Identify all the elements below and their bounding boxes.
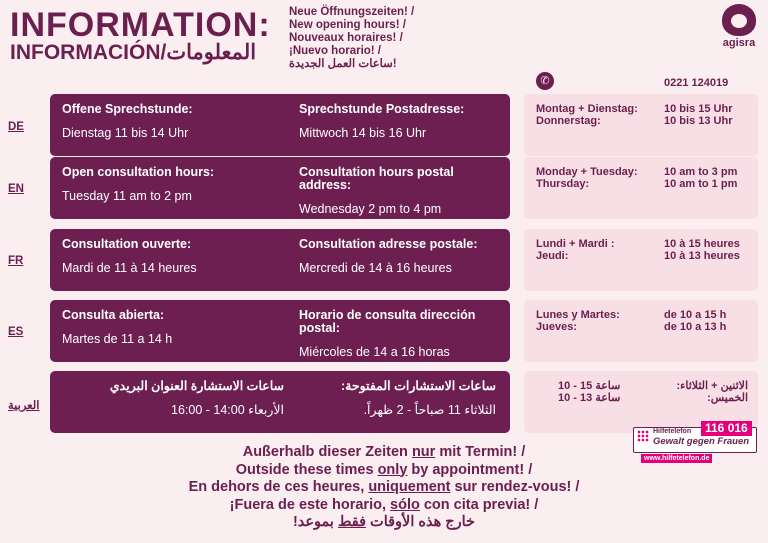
phone-icon: ✆ <box>536 72 554 90</box>
hotline-number: 116 016 <box>701 421 752 436</box>
notice-text: خارج هذه الأوقات <box>366 514 476 530</box>
page-subtitle: INFORMACIÓN/المعلومات <box>10 41 257 64</box>
announcement-line: Neue Öffnungszeiten! / <box>289 6 415 18</box>
phone-days: Monday + Tuesday: Thursday: <box>536 166 638 190</box>
phone-hours-card-de <box>524 94 758 156</box>
page-title: INFORMATION: <box>10 6 271 44</box>
phone-times: 10 - 15 ساعة 10 - 13 ساعة <box>558 380 621 404</box>
hotline-badge[interactable] <box>633 423 759 465</box>
announcement-line: ¡Nuevo horario! / <box>289 45 382 57</box>
postal-consultation-time: الأربعاء 14:00 - 16:00 <box>171 403 284 417</box>
open-consultation-time: Tuesday 11 am to 2 pm <box>62 189 192 203</box>
new-hours-announcement <box>289 6 414 71</box>
announcement-line: New opening hours! / <box>289 19 406 31</box>
notice-emphasis: uniquement <box>368 479 451 495</box>
open-consultation <box>62 238 292 275</box>
postal-consultation-heading: Sprechstunde Postadresse: <box>299 102 465 116</box>
open-consultation-heading: Open consultation hours: <box>62 165 215 179</box>
phone-hours-card-es <box>524 300 758 362</box>
notice-text: Außerhalb dieser Zeiten <box>242 444 412 460</box>
consultation-card-es <box>50 300 510 362</box>
hotline-subtitle: Gewalt gegen Frauen <box>653 436 750 447</box>
notice-emphasis: فقط <box>338 514 367 530</box>
open-consultation-time: Dienstag 11 bis 14 Uhr <box>62 126 189 140</box>
postal-consultation <box>299 309 504 359</box>
consultation-card-de <box>50 94 510 156</box>
notice-line <box>0 514 768 532</box>
notice-line <box>0 479 768 497</box>
notice-line <box>0 497 768 515</box>
notice-text: sur rendez-vous! / <box>450 479 580 495</box>
language-label-en: EN <box>8 183 24 195</box>
language-label-de: DE <box>8 121 24 133</box>
phone-days: Montag + Dienstag: Donnerstag: <box>536 103 638 127</box>
open-consultation-time: الثلاثاء 11 صباحاً - 2 ظهراً. <box>363 403 496 417</box>
phone-times: 10 am to 3 pm 10 am to 1 pm <box>664 166 738 190</box>
hotline-url[interactable]: www.hilfetelefon.de <box>641 454 712 463</box>
open-consultation <box>62 166 292 203</box>
open-consultation-heading: Offene Sprechstunde: <box>62 102 193 116</box>
postal-consultation-heading: Consultation hours postal address: <box>299 165 454 192</box>
postal-consultation-heading: Consultation adresse postale: <box>299 237 478 251</box>
language-label-fr: FR <box>8 255 24 267</box>
phone-number[interactable]: 0221 124019 <box>664 77 729 89</box>
open-consultation-heading: Consultation ouverte: <box>62 237 192 251</box>
notice-text: by appointment! / <box>407 461 533 478</box>
postal-consultation <box>64 380 284 417</box>
notice-emphasis: nur <box>411 444 436 460</box>
announcement-line: Nouveaux horaires! / <box>289 32 403 44</box>
consultation-card-ar <box>50 371 510 433</box>
notice-text: con cita previa! / <box>419 496 539 513</box>
consultation-card-fr <box>50 229 510 291</box>
postal-consultation-time: Mercredi de 14 à 16 heures <box>299 261 452 275</box>
phone-times: 10 bis 15 Uhr 10 bis 13 Uhr <box>664 103 733 127</box>
agisra-logo <box>716 4 762 49</box>
open-consultation-time: Martes de 11 a 14 h <box>62 332 173 346</box>
open-consultation <box>62 309 292 346</box>
notice-text: بموعد! <box>292 514 338 530</box>
dots-grid-icon <box>637 430 649 442</box>
phone-days: الاثنين + الثلاثاء: الخميس: <box>676 380 748 404</box>
open-consultation-heading: Consulta abierta: <box>62 308 165 322</box>
consultation-card-en <box>50 157 510 219</box>
postal-consultation-heading: ساعات الاستشارة العنوان البريدي <box>109 379 284 393</box>
notice-text: ¡Fuera de este horario, <box>229 496 391 513</box>
logo-face-icon <box>722 4 756 36</box>
phone-days: Lundi + Mardi : Jeudi: <box>536 238 615 262</box>
notice-text: En dehors de ces heures, <box>188 479 369 495</box>
phone-days: Lunes y Martes: Jueves: <box>536 309 620 333</box>
postal-consultation <box>299 238 504 275</box>
phone-times: de 10 a 15 h de 10 a 13 h <box>664 309 727 333</box>
postal-consultation <box>299 103 504 140</box>
postal-consultation-heading: Horario de consulta dirección postal: <box>299 308 476 335</box>
open-consultation <box>62 103 292 140</box>
notice-text: mit Termin! / <box>435 444 526 460</box>
postal-consultation <box>299 166 504 216</box>
notice-emphasis: only <box>377 461 408 478</box>
open-consultation-heading: ساعات الاستشارات المفتوحة: <box>341 379 496 393</box>
language-label-ar: العربية <box>8 400 40 412</box>
postal-consultation-time: Miércoles de 14 a 16 horas <box>299 345 450 359</box>
open-consultation <box>300 380 496 417</box>
postal-consultation-time: Mittwoch 14 bis 16 Uhr <box>299 126 427 140</box>
announcement-line: !ساعات العمل الجديدة <box>289 58 397 70</box>
postal-consultation-time: Wednesday 2 pm to 4 pm <box>299 202 442 216</box>
notice-emphasis: sólo <box>390 496 420 513</box>
open-consultation-time: Mardi de 11 à 14 heures <box>62 261 197 275</box>
hotline-label: Hilfetelefon <box>653 428 692 435</box>
language-label-es: ES <box>8 326 24 338</box>
phone-hours-card-en <box>524 157 758 219</box>
phone-times: 10 à 15 heures 10 à 13 heures <box>664 238 740 262</box>
logo-text: agisra <box>722 37 756 49</box>
phone-hours-card-fr <box>524 229 758 291</box>
notice-text: Outside these times <box>235 461 378 478</box>
